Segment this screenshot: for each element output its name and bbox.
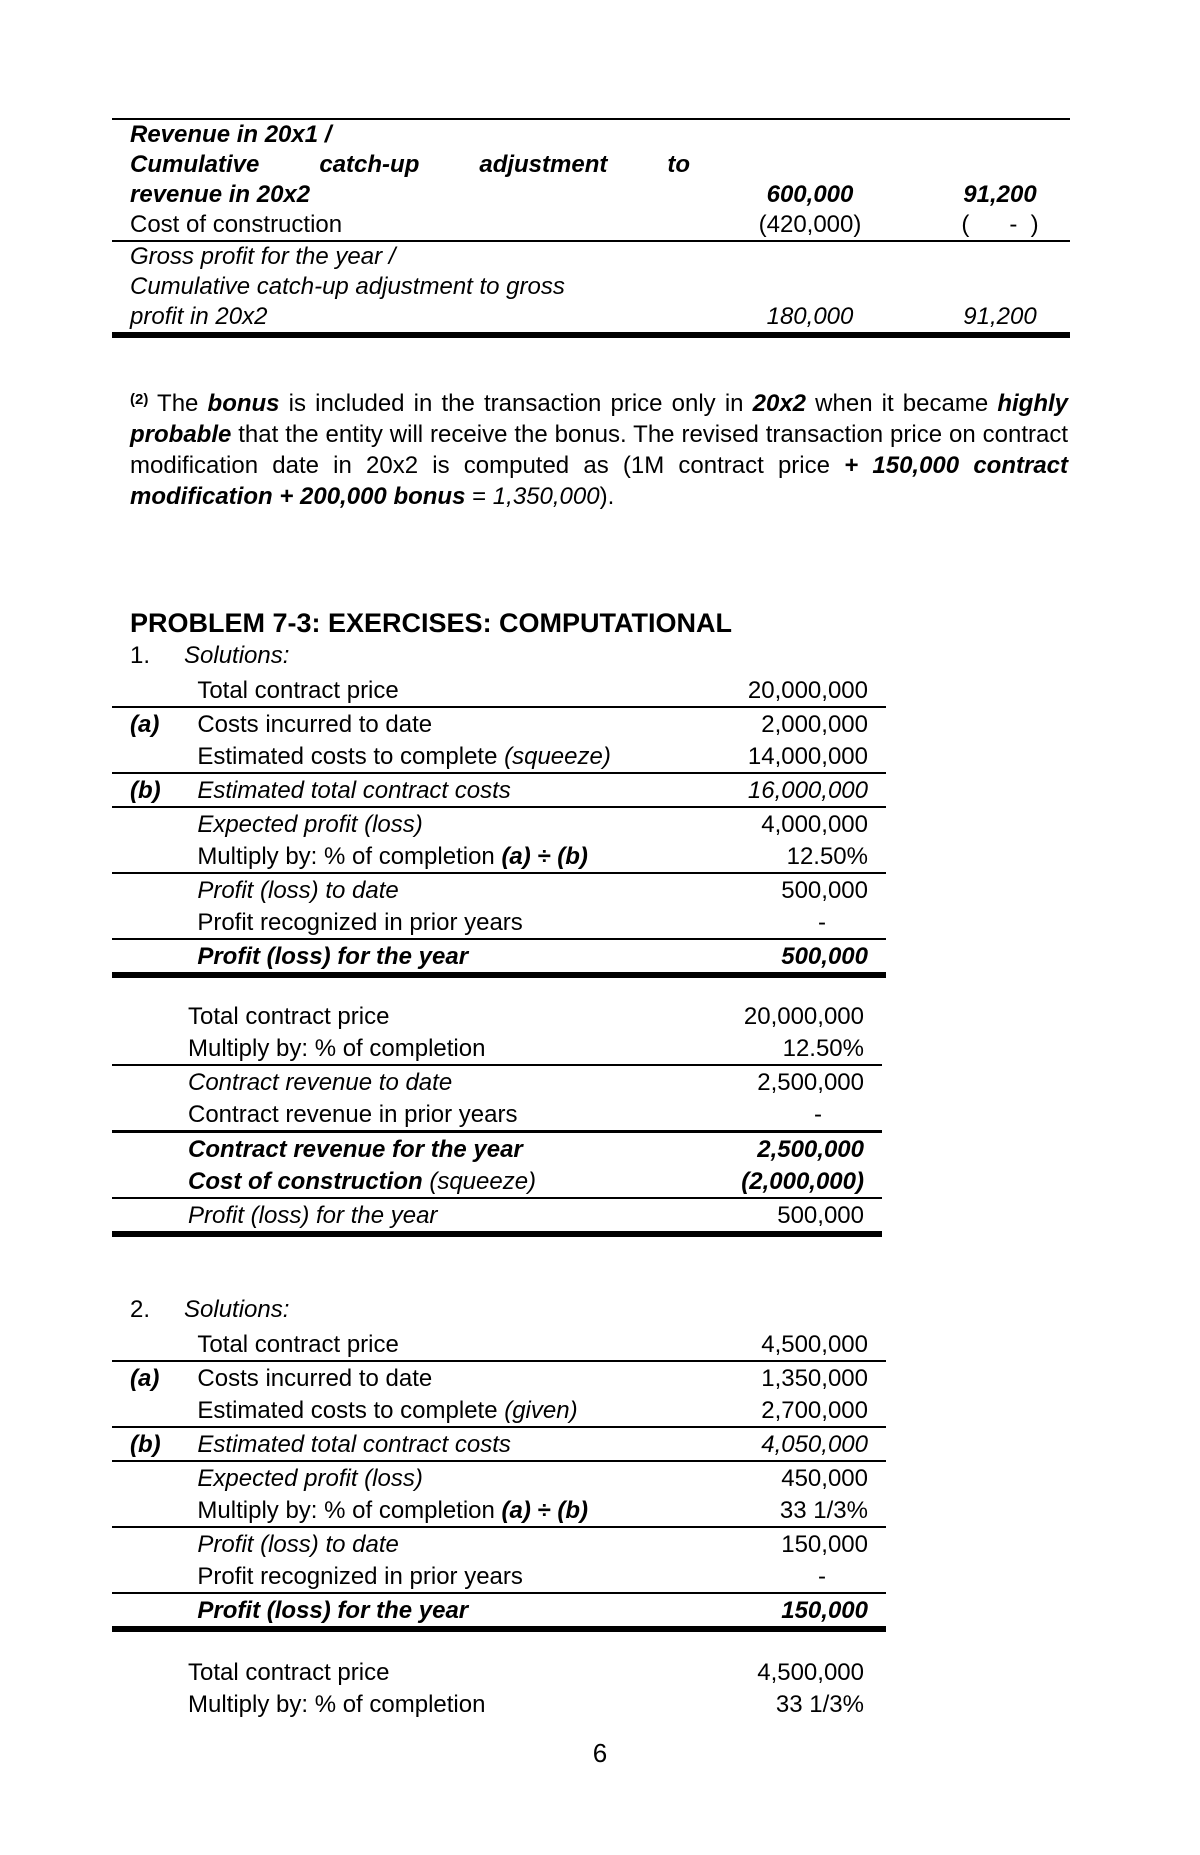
text: Estimated costs to complete — [197, 743, 505, 770]
row-value: 16,000,000 — [672, 773, 886, 807]
text: when it became — [806, 390, 998, 417]
row-value: 2,500,000 — [677, 1065, 882, 1098]
row-tag: (a) — [112, 707, 197, 740]
table-row — [112, 1427, 886, 1461]
row-value: 4,000,000 — [761, 811, 868, 838]
row-label: Estimated total contract costs — [197, 773, 671, 807]
text: Cost of construction — [188, 1168, 423, 1195]
solution-1-profit-table — [112, 674, 886, 978]
label-line: profit in 20x2 — [130, 303, 268, 330]
text: Multiply by: % of completion — [197, 843, 502, 870]
row-value: 500,000 — [672, 873, 886, 906]
text: bonus — [207, 390, 280, 417]
text: The — [148, 390, 208, 417]
label-line: Cumulative catch-up adjustment to — [130, 151, 690, 178]
row-label — [112, 119, 690, 210]
text: highly probable — [130, 390, 1068, 448]
solution-1-number: 1. — [130, 642, 151, 669]
solution-2-revenue-table — [112, 1656, 882, 1720]
row-value: 500,000 — [677, 1198, 882, 1234]
text: (squeeze) — [422, 1168, 537, 1195]
row-label: Cost of construction — [130, 211, 343, 238]
row-label: Profit (loss) to date — [197, 873, 671, 906]
row-tag: (b) — [112, 773, 197, 807]
label-line: Cumulative catch-up adjustment to gross — [130, 273, 565, 300]
row-label: Profit (loss) for the year — [197, 1593, 673, 1629]
table-row — [112, 1098, 882, 1132]
row-label: Total contract price — [197, 1331, 399, 1358]
text: ). — [599, 483, 615, 510]
row-label: Multiply by: % of completion — [188, 1691, 486, 1718]
row-label: Profit (loss) to date — [197, 1527, 673, 1560]
table-row — [112, 807, 886, 840]
row-value: - — [818, 909, 826, 936]
row-value: 12.50% — [786, 843, 868, 870]
row-value: 450,000 — [781, 1465, 868, 1492]
row-value: 20,000,000 — [743, 1003, 864, 1030]
footnote-marker: (2) — [130, 391, 149, 408]
table-row — [112, 1065, 882, 1098]
row-label: Profit (loss) for the year — [197, 939, 671, 975]
table-row — [112, 1593, 886, 1629]
text: = — [465, 483, 493, 510]
table-row — [112, 241, 1070, 335]
text: is included in the transaction price only in — [279, 390, 753, 417]
table-row — [112, 1688, 882, 1720]
row-value: 20,000,000 — [747, 677, 868, 704]
row-label: Contract revenue to date — [112, 1065, 677, 1098]
row-value: 500,000 — [672, 939, 886, 975]
text: (a) ÷ (b) — [501, 1497, 589, 1524]
solution-1-label: Solutions: — [184, 642, 290, 669]
row-label — [197, 1494, 673, 1527]
row-label: Contract revenue for the year — [112, 1132, 677, 1166]
row-label: Contract revenue in prior years — [188, 1101, 518, 1128]
table-row — [112, 1656, 882, 1688]
row-value: 2,500,000 — [677, 1132, 882, 1166]
table-row — [112, 773, 886, 807]
row-value: 150,000 — [673, 1527, 886, 1560]
value-cell: 91,200 — [930, 241, 1070, 335]
solution-2-number: 2. — [130, 1296, 151, 1323]
row-value: 12.50% — [782, 1035, 864, 1062]
row-value: 4,500,000 — [757, 1659, 864, 1686]
table-row — [112, 939, 886, 975]
row-label: Profit (loss) for the year — [112, 1198, 677, 1234]
row-tag: (b) — [112, 1427, 197, 1461]
row-label: Expected profit (loss) — [197, 1465, 423, 1492]
solution-2-label: Solutions: — [184, 1296, 290, 1323]
table-row — [112, 1527, 886, 1560]
table-row — [112, 1394, 886, 1427]
row-value: 33 1/3% — [775, 1691, 864, 1718]
table-row — [112, 119, 1070, 210]
label-line: Revenue in 20x1 / — [130, 121, 332, 148]
footnote-paragraph — [130, 388, 1068, 512]
text: (a) ÷ (b) — [501, 843, 588, 870]
table-row — [112, 1165, 882, 1198]
text: 20x2 — [752, 390, 807, 417]
revenue-summary-table — [112, 118, 1070, 338]
row-value: 2,000,000 — [672, 707, 886, 740]
row-label: Total contract price — [197, 677, 399, 704]
section-heading: PROBLEM 7-3: EXERCISES: COMPUTATIONAL — [130, 608, 733, 638]
text: + 150,000 contract modification + 200,000 bonus — [130, 452, 1069, 510]
table-row — [112, 707, 886, 740]
table-row — [112, 1328, 886, 1361]
row-label: Total contract price — [188, 1003, 390, 1030]
solution-2-profit-table — [112, 1328, 886, 1632]
table-row — [112, 1032, 882, 1065]
text: that the entity will receive the bonus. The revised transaction price on contract modification date in 20x2 is computed as (1M contract price — [130, 421, 1068, 479]
page-number: 6 — [592, 1738, 608, 1768]
label-line: Gross profit for the year / — [130, 243, 396, 270]
row-value: 4,500,000 — [761, 1331, 868, 1358]
value-cell: ( - ) — [961, 211, 1039, 238]
text: 1,350,000 — [492, 483, 600, 510]
row-value: 2,700,000 — [761, 1397, 868, 1424]
row-label — [112, 241, 690, 335]
row-value: 33 1/3% — [779, 1497, 868, 1524]
table-row — [112, 1560, 886, 1593]
table-row — [112, 210, 1070, 241]
row-value: 1,350,000 — [673, 1361, 886, 1394]
row-label: Profit recognized in prior years — [197, 909, 523, 936]
text: Estimated costs to complete — [197, 1397, 505, 1424]
value-cell: (420,000) — [758, 211, 862, 238]
row-value: 4,050,000 — [673, 1427, 886, 1461]
table-row — [112, 1461, 886, 1494]
table-row — [112, 840, 886, 873]
table-row — [112, 1000, 882, 1032]
row-label — [197, 840, 671, 873]
table-row — [112, 674, 886, 707]
table-row — [112, 906, 886, 939]
table-row — [112, 1198, 882, 1234]
table-row — [112, 740, 886, 773]
row-value: 150,000 — [673, 1593, 886, 1629]
row-label: Expected profit (loss) — [197, 811, 423, 838]
row-label: Total contract price — [188, 1659, 390, 1686]
table-row — [112, 1132, 882, 1166]
row-value: 14,000,000 — [747, 743, 868, 770]
row-value: (2,000,000) — [741, 1168, 864, 1195]
row-tag: (a) — [112, 1361, 197, 1394]
table-row — [112, 1494, 886, 1527]
text: (given) — [504, 1397, 578, 1424]
value-cell: 91,200 — [963, 181, 1037, 208]
row-label: Costs incurred to date — [197, 707, 671, 740]
row-label: Estimated total contract costs — [197, 1427, 673, 1461]
table-row — [112, 873, 886, 906]
text: Multiply by: % of completion — [197, 1497, 502, 1524]
row-label: Costs incurred to date — [197, 1361, 673, 1394]
table-row — [112, 1361, 886, 1394]
solution-1-revenue-table — [112, 1000, 882, 1237]
row-label: Profit recognized in prior years — [197, 1563, 523, 1590]
row-label — [197, 1394, 673, 1427]
text: (squeeze) — [504, 743, 611, 770]
row-value: - — [818, 1563, 826, 1590]
value-cell: 600,000 — [766, 181, 854, 208]
row-label — [197, 740, 671, 773]
value-cell: 180,000 — [690, 241, 930, 335]
label-line: revenue in 20x2 — [130, 181, 311, 208]
row-label: Multiply by: % of completion — [188, 1035, 486, 1062]
row-label — [112, 1165, 677, 1198]
row-value: - — [814, 1101, 822, 1128]
